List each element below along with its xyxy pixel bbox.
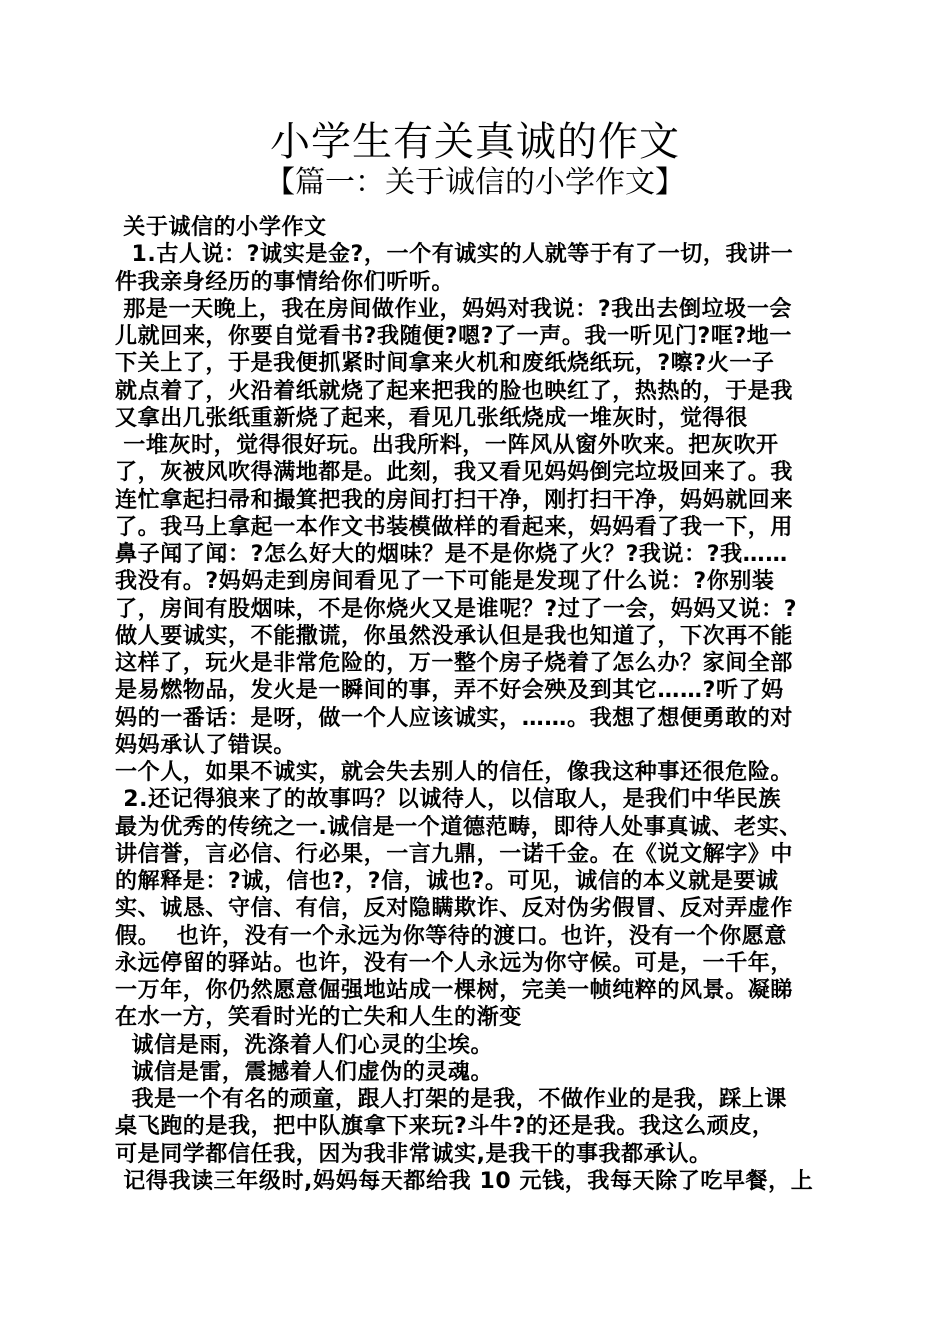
body-line: 关于诚信的小学作文 <box>115 215 327 240</box>
section-subtitle: 【篇一：关于诚信的小学作文】 <box>265 165 685 200</box>
body-line: 连忙拿起扫帚和撮箕把我的房间打扫干净，刚打扫干净，妈妈就回来 <box>115 487 794 513</box>
body-line: 的解释是：?诚，信也?，?信，诚也?。可见，诚信的本义就是要诚 <box>115 869 779 894</box>
body-line: 了，灰被风吹得满地都是。此刻，我又看见妈妈倒完垃圾回来了。我 <box>115 460 794 486</box>
body-line: 儿就回来，你要自觉看书?我随便?嗯?了一声。我一听见门?哐?地一 <box>115 324 793 349</box>
page-title: 小学生有关真诚的作文 <box>270 119 680 165</box>
body-line: 永远停留的驿站。也许，没有一个人永远为你守候。可是，一千年， <box>115 950 794 976</box>
body-line: 件我亲身经历的事情给你们听听。 <box>115 269 455 295</box>
body-line: 一个人，如果不诚实，就会失去别人的信任，像我这种事还很危险。 <box>115 760 794 785</box>
body-line: 那是一天晚上，我在房间做作业，妈妈对我说：?我出去倒垃圾一会 <box>115 296 793 322</box>
body-line: 实、诚恳、守信、有信，反对隐瞒欺诈、反对伪劣假冒、反对弄虚作 <box>115 896 794 922</box>
body-line: 鼻子闻了闻：?怎么好大的烟味？是不是你烧了火？?我说：?我…… <box>115 542 788 567</box>
body-line: 了。我马上拿起一本作文书装模做样的看起来，妈妈看了我一下，用 <box>115 514 794 540</box>
body-line: 是易燃物品，发火是一瞬间的事，弄不好会殃及到其它……?听了妈 <box>115 678 784 704</box>
body-line: 一堆灰时，觉得很好玩。出我所料，一阵风从窗外吹来。把灰吹开 <box>115 433 779 458</box>
body-line: 妈妈承认了错误。 <box>115 732 296 758</box>
body-line: 最为优秀的传统之一.诚信是一个道德范畴，即待人处事真诚、老实、 <box>115 814 802 840</box>
body-line: 了，房间有股烟味，不是你烧火又是谁呢？?过了一会，妈妈又说：? <box>115 596 798 622</box>
body-line: 妈的一番话：是呀，做一个人应该诚实，……。我想了想便勇敢的对 <box>115 705 794 731</box>
body-line: 假。 也许，没有一个永远为你等待的渡口。也许，没有一个你愿意 <box>115 923 787 949</box>
body-line: 讲信誉，言必信、行必果，一言九鼎，一诺千金。在《说文解字》中 <box>115 841 794 867</box>
body-line: 桌飞跑的是我，把中队旗拿下来玩?斗牛?的还是我。我这么顽皮， <box>115 1114 775 1140</box>
body-line: 2.还记得狼来了的故事吗？以诚待人，以信取人，是我们中华民族 <box>115 787 781 813</box>
body-line: 就点着了，火沿着纸就烧了起来把我的脸也映红了，热热的，于是我 <box>115 378 794 404</box>
body-line: 诚信是雨，洗涤着人们心灵的尘埃。 <box>115 1032 494 1058</box>
body-line: 1.古人说：?诚实是金?，一个有诚实的人就等于有了一切，我讲一 <box>115 242 794 268</box>
body-line: 我是一个有名的顽童，跟人打架的是我，不做作业的是我，踩上课 <box>115 1087 787 1112</box>
body-line: 可是同学都信任我，因为我非常诚实,是我干的事我都承认。 <box>115 1141 712 1167</box>
body-line: 在水一方，笑看时光的亡失和人生的渐变 <box>115 1005 522 1031</box>
body-line: 这样了，玩火是非常危险的，万一整个房子烧着了怎么办？家间全部 <box>115 651 794 676</box>
article-body <box>115 214 840 1195</box>
body-line: 又拿出几张纸重新烧了起来，看见几张纸烧成一堆灰时，觉得很 <box>115 405 748 431</box>
body-line: 诚信是雷，震撼着人们虚伪的灵魂。 <box>115 1059 494 1085</box>
body-line: 做人要诚实，不能撒谎，你虽然没承认但是我也知道了，下次再不能 <box>115 623 794 649</box>
body-line: 我没有。?妈妈走到房间看见了一下可能是发现了什么说：?你别装 <box>115 569 775 595</box>
body-line: 记得我读三年级时,妈妈每天都给我 10 元钱，我每天除了吃早餐，上 <box>115 1168 814 1194</box>
body-line: 一万年，你仍然愿意倔强地站成一棵树，完美一帧纯粹的风景。凝睇 <box>115 978 794 1003</box>
body-line: 下关上了，于是我便抓紧时间拿来火机和废纸烧纸玩，?嚓?火一子 <box>115 351 775 377</box>
